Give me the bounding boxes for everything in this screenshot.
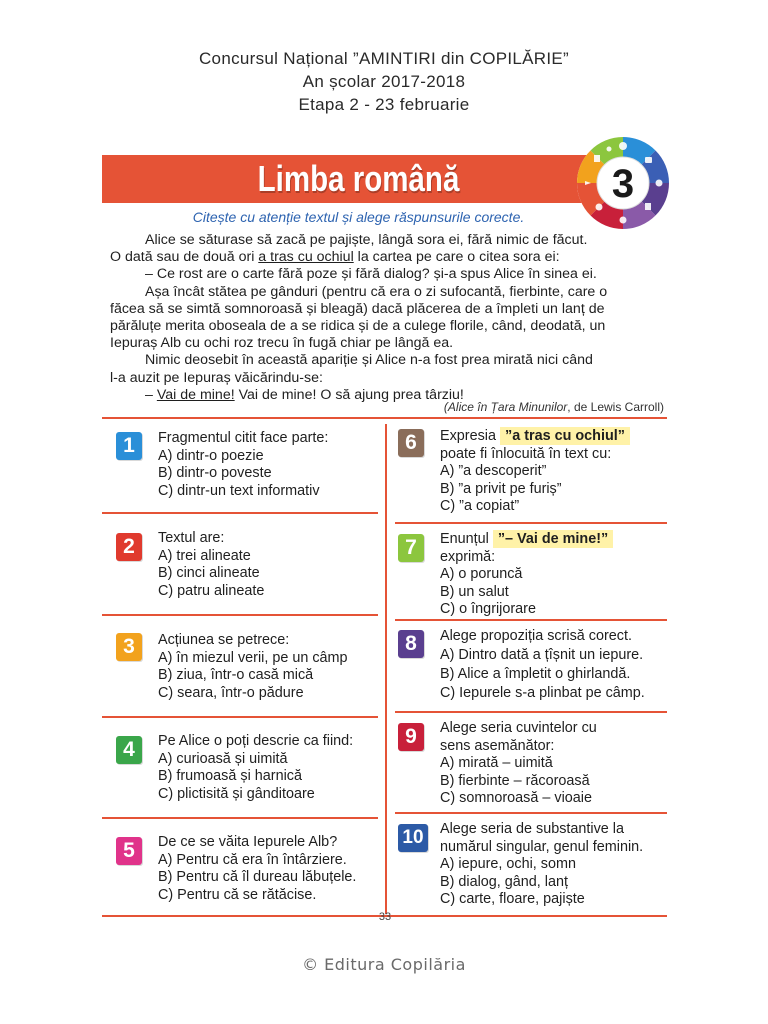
- question-text-cont: sens asemănător:: [440, 737, 555, 754]
- section-banner: [102, 155, 615, 203]
- divider: [102, 512, 378, 514]
- divider: [395, 812, 667, 814]
- question-number-6: 6: [398, 429, 424, 457]
- question-text: De ce se văita Iepurele Alb?: [158, 834, 338, 850]
- question-text-cont: poate fi înlocuită în text cu:: [440, 445, 612, 462]
- answer-option[interactable]: A) în miezul verii, pe un câmp: [158, 649, 348, 666]
- answer-option[interactable]: A) Dintro dată a țîșnit un iepure.: [440, 647, 644, 663]
- answer-option[interactable]: B) dialog, gând, lanț: [440, 873, 569, 890]
- question-number-8: 8: [398, 630, 424, 658]
- person-icon: [656, 180, 663, 187]
- answer-option[interactable]: C) Pentru că se rătăcise.: [158, 886, 317, 903]
- question-7: [440, 531, 613, 619]
- question-text: Fragmentul citit face parte:: [158, 430, 329, 446]
- answer-option[interactable]: B) Alice a împletit o ghirlandă.: [440, 666, 631, 682]
- question-6: [440, 428, 630, 516]
- question-4: [158, 733, 353, 803]
- passage-line: l-a auzit pe Iepuraș văicărindu-se:: [110, 369, 323, 386]
- question-5: [158, 834, 356, 904]
- answer-option[interactable]: B) frumoasă și harnică: [158, 768, 302, 784]
- reading-passage: [110, 232, 665, 404]
- question-text: Pe Alice o poți descrie ca fiind:: [158, 733, 354, 749]
- column-divider: [385, 424, 387, 914]
- divider: [395, 522, 667, 524]
- globe-icon: [619, 142, 627, 150]
- answer-option[interactable]: C) Iepurele s-a plinbat pe câmp.: [440, 685, 645, 701]
- question-text: Alege seria de substantive la: [440, 821, 624, 837]
- question-text-cont: numărul singular, genul feminin.: [440, 838, 644, 855]
- question-number-1: 1: [116, 432, 142, 460]
- question-text: Expresia ”a tras cu ochiul”: [440, 428, 630, 446]
- highlighted-expression: ”a tras cu ochiul”: [500, 427, 630, 445]
- underlined-phrase: Vai de mine!: [156, 386, 235, 403]
- passage-line: – Vai de mine! Vai de mine! O să ajung prea târziu!: [145, 386, 464, 403]
- publisher-footer: © Editura Copilăria: [302, 955, 466, 974]
- question-number-3: 3: [116, 633, 142, 661]
- answer-option[interactable]: C) patru alineate: [158, 582, 265, 599]
- answer-option[interactable]: B) dintr-o poveste: [158, 465, 272, 481]
- section-title: Limba română: [257, 158, 460, 199]
- question-number-4: 4: [116, 736, 142, 764]
- passage-line: Așa încât stătea pe gânduri (pentru că era o zi sufocantă, fierbinte, care o: [145, 283, 608, 300]
- people-icon: [620, 217, 627, 224]
- answer-option[interactable]: A) trei alineate: [158, 547, 251, 564]
- passage-source: (Alice în Țara Minunilor, de Lewis Carroll): [443, 400, 664, 414]
- question-number-2: 2: [116, 533, 142, 561]
- grade-number: 3: [611, 162, 635, 206]
- question-text: Alege seria cuvintelor cu: [440, 720, 597, 736]
- passage-line: O dată sau de două ori a tras cu ochiul la cartea pe care o citea sora ei:: [110, 249, 560, 266]
- instructions: Citește cu atenție textul și alege răspunsurile corecte.: [192, 209, 525, 225]
- question-8: [440, 627, 645, 703]
- divider: [102, 817, 378, 819]
- passage-line: Alice se săturase să zacă pe pajiște, lângă sora ei, fără nimic de făcut.: [145, 232, 588, 248]
- answer-option[interactable]: B) cinci alineate: [158, 565, 260, 581]
- answer-option[interactable]: C) ”a copiat”: [440, 498, 520, 514]
- divider: [395, 711, 667, 713]
- page-number: 33: [378, 911, 392, 923]
- question-number-7: 7: [398, 534, 424, 562]
- question-9: [440, 720, 597, 808]
- answer-option[interactable]: C) o îngrijorare: [440, 601, 536, 617]
- school-year: An școlar 2017-2018: [302, 72, 466, 91]
- highlighted-expression: ”– Vai de mine!”: [493, 530, 613, 548]
- answer-option[interactable]: B) un salut: [440, 583, 509, 600]
- question-2: [158, 530, 264, 600]
- question-text: Alege propoziția scrisă corect.: [440, 628, 632, 644]
- answer-option[interactable]: A) dintr-o poezie: [158, 447, 264, 464]
- question-3: [158, 632, 348, 702]
- answer-option[interactable]: A) mirată – uimită: [440, 755, 553, 771]
- divider: [102, 614, 378, 616]
- question-10: [440, 821, 643, 909]
- flower-icon: [607, 147, 612, 152]
- answer-option[interactable]: C) carte, floare, pajiște: [440, 891, 585, 907]
- answer-option[interactable]: C) dintr-un text informativ: [158, 482, 320, 499]
- note-icon: [594, 155, 600, 162]
- answer-option[interactable]: B) ziua, într-o casă mică: [158, 667, 314, 683]
- passage-line: părăluțe merita oboseala de a se ridica și de a culege florile, când, deodată, un: [110, 318, 606, 335]
- answer-option[interactable]: A) curioasă și uimită: [158, 750, 288, 767]
- question-number-5: 5: [116, 837, 142, 865]
- question-number-9: 9: [398, 723, 424, 751]
- divider: [395, 619, 667, 621]
- answer-option[interactable]: C) plictisită și gânditoare: [158, 785, 315, 802]
- question-text: Enunțul ”– Vai de mine!”: [440, 531, 613, 549]
- answer-option[interactable]: A) iepure, ochi, somn: [440, 856, 576, 872]
- stage-date: Etapa 2 - 23 februarie: [298, 95, 470, 114]
- answer-option[interactable]: C) seara, într-o pădure: [158, 684, 304, 701]
- passage-line: făcea să se simtă somnoroasă și bleagă) dacă plăcerea de a împleti un lanț de: [110, 300, 605, 317]
- answer-option[interactable]: A) ”a descoperit”: [440, 463, 547, 479]
- answer-option[interactable]: A) Pentru că era în întârziere.: [158, 851, 347, 868]
- answer-option[interactable]: B) ”a privit pe furiș”: [440, 480, 562, 497]
- answer-option[interactable]: B) Pentru că îl dureau lăbuțele.: [158, 869, 357, 885]
- divider: [102, 417, 667, 419]
- answer-option[interactable]: A) o poruncă: [440, 566, 523, 582]
- divider: [102, 716, 378, 718]
- question-text: Acțiunea se petrece:: [158, 632, 290, 648]
- passage-line: – Ce rost are o carte fără poze și fără dialog? și-a spus Alice în sinea ei.: [145, 266, 597, 283]
- answer-option[interactable]: B) fierbinte – răcoroasă: [440, 772, 590, 789]
- question-text: Textul are:: [158, 530, 225, 546]
- answer-option[interactable]: C) somnoroasă – vioaie: [440, 790, 592, 806]
- building-icon: [645, 203, 651, 210]
- question-number-10: 10: [398, 824, 428, 852]
- underlined-phrase: a tras cu ochiul: [258, 249, 354, 266]
- question-1: [158, 430, 328, 500]
- contest-title: Concursul Național ”AMINTIRI din COPILĂRIE”: [198, 49, 569, 68]
- passage-line: Nimic deosebit în această apariție și Alice n-a fost prea mirată nici când: [145, 352, 593, 369]
- book-icon: [645, 157, 652, 163]
- question-text-cont: exprimă:: [440, 548, 496, 565]
- passage-line: Iepuraș Alb cu ochi roz trecu în fugă chiar pe lângă ea.: [110, 335, 454, 352]
